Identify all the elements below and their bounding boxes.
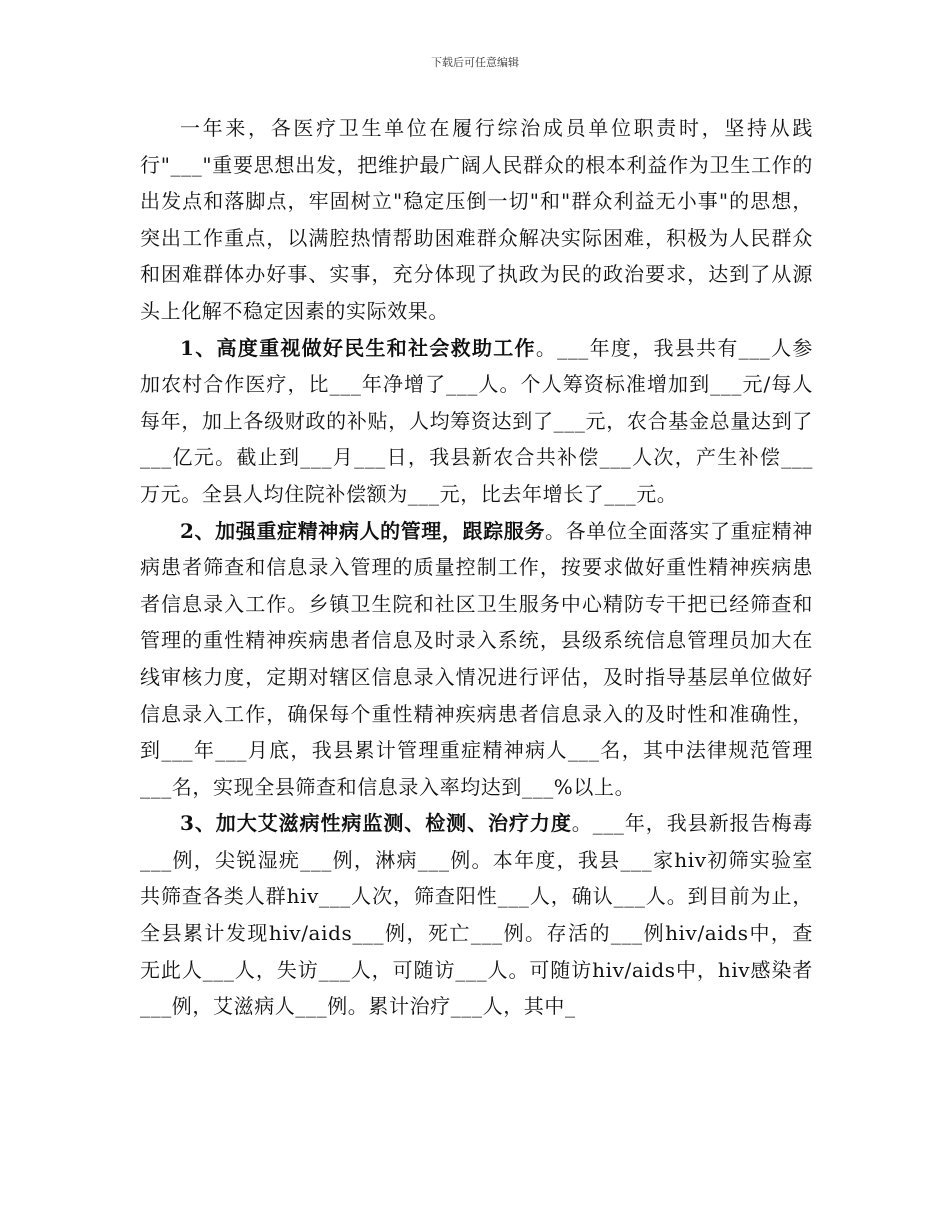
paragraph-section-3 <box>140 805 813 1025</box>
paragraph-text: 。___年，我县新报告梅毒___例，尖锐湿疣___例，淋病___例。本年度，我县___家hiv初筛实验室共筛查各类人群hiv___人次，筛查阳性___人，确认___人。到目前为止，全县累计发现hiv/aids___例，死亡___例。存活的___例hiv/aids中，查无此人___人，失访___人，可随访___人。可随访hiv/aids中，hiv感染者___例，艾滋病人___例。累计治疗___人，其中_ <box>140 811 813 1019</box>
paragraph-text: 。___年度，我县共有___人参加农村合作医疗，比___年净增了___人。个人筹资标准增加到___元/每人每年，加上各级财政的补贴，人均筹资达到了___元，农合基金总量达到了___亿元。截止到___月___日，我县新农合共补偿___人次，产生补偿___万元。全县人均住院补偿额为___元，比去年增长了___元。 <box>140 335 813 506</box>
section-heading: 1、高度重视做好民生和社会救助工作 <box>180 335 536 360</box>
document-body <box>140 110 813 1025</box>
page-header: 下载后可任意编辑 <box>431 56 519 69</box>
paragraph-text: 。各单位全面落实了重症精神病患者筛查和信息录入管理的质量控制工作，按要求做好重性精神疾病患者信息录入工作。乡镇卫生院和社区卫生服务中心精防专干把已经筛查和管理的重性精神疾病患者信息及时录入系统，县级系统信息管理员加大在线审核力度，定期对辖区信息录入情况进行评估，及时指导基层单位做好信息录入工作，确保每个重性精神疾病患者信息录入的及时性和准确性，到___年___月底，我县累计管理重症精神病人___名，其中法律规范管理___名，实现全县筛查和信息录入率均达到___%以上。 <box>140 518 813 799</box>
paragraph-section-1 <box>140 330 813 513</box>
section-heading: 2、加强重症精神病人的管理，跟踪服务 <box>180 518 545 543</box>
paragraph-section-2 <box>140 513 813 806</box>
section-heading: 3、加大艾滋病性病监测、检测、治疗力度 <box>180 811 572 836</box>
paragraph-intro <box>140 110 813 330</box>
paragraph-text: 一年来，各医疗卫生单位在履行综治成员单位职责时，坚持从践行"___"重要思想出发，把维护最广阔人民群众的根本利益作为卫生工作的出发点和落脚点，牢固树立"稳定压倒一切"和"群众利益无小事"的思想，突出工作重点，以满腔热情帮助困难群众解决实际困难，积极为人民群众和困难群体办好事、实事，充分体现了执政为民的政治要求，达到了从源头上化解不稳定因素的实际效果。 <box>140 116 813 323</box>
